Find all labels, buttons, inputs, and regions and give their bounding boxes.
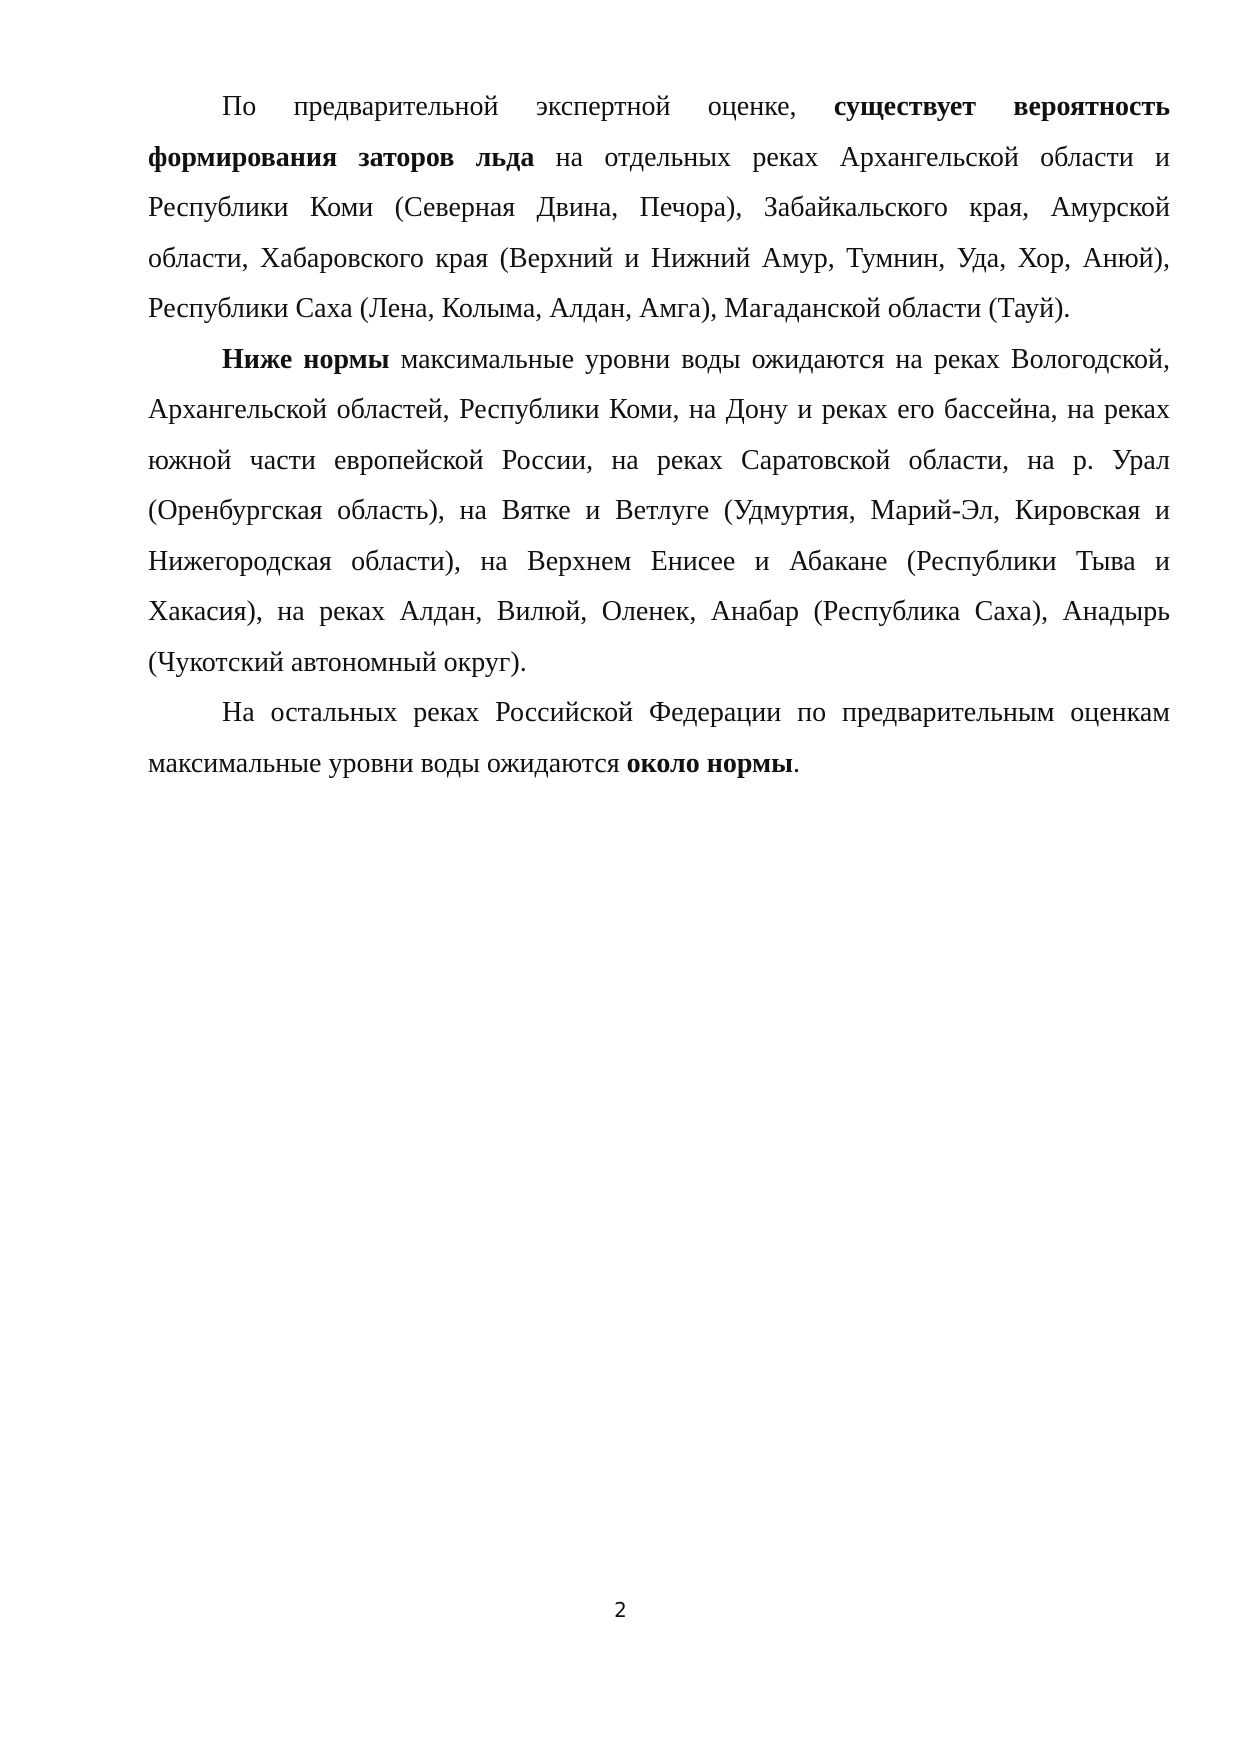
text-segment: По предварительной экспертной оценке, <box>222 91 834 122</box>
text-segment-bold: около нормы <box>626 747 793 779</box>
paragraph-ice-jams <box>148 82 1170 335</box>
page-number: 2 <box>614 1598 627 1622</box>
text-segment: . <box>792 747 800 779</box>
paragraph-below-norm <box>148 335 1170 689</box>
paragraph-near-norm <box>148 688 1170 789</box>
text-segment: максимальные уровни воды ожидаются на реках Вологодской, Архангельской областей, Республики Коми, на Дону и реках его бассейна, на реках южной части европейской России, на реках Саратовской области, на р. Урал (Оренбургская область), на Вятке и Ветлуге (Удмуртия, Марий-Эл, Кировская и Нижегородская области), на Верхнем Енисее и Абакане (Республики Тыва и Хакасия), на реках Алдан, Вилюй, Оленек, Анабар (Республика Саха), Анадырь (Чукотский автономный округ). <box>148 343 1170 678</box>
text-segment: На остальных реках Российской Федерации по предварительным оценкам максимальные уровни воды ожидаются <box>148 697 1170 779</box>
text-segment-bold: существует вероятность формирования заторов льда <box>148 91 1171 173</box>
document-body <box>148 82 1170 789</box>
text-segment-bold: Ниже нормы <box>222 343 390 375</box>
text-segment: на отдельных реках Архангельской области и Республики Коми (Северная Двина, Печора), Забайкальского края, Амурской области, Хабаровского края (Верхний и Нижний Амур, Тумнин, Уда, Хор, Анюй), Республики Саха (Лена, Колыма, Алдан, Амга), Магаданской области (Тауй). <box>148 141 1170 324</box>
